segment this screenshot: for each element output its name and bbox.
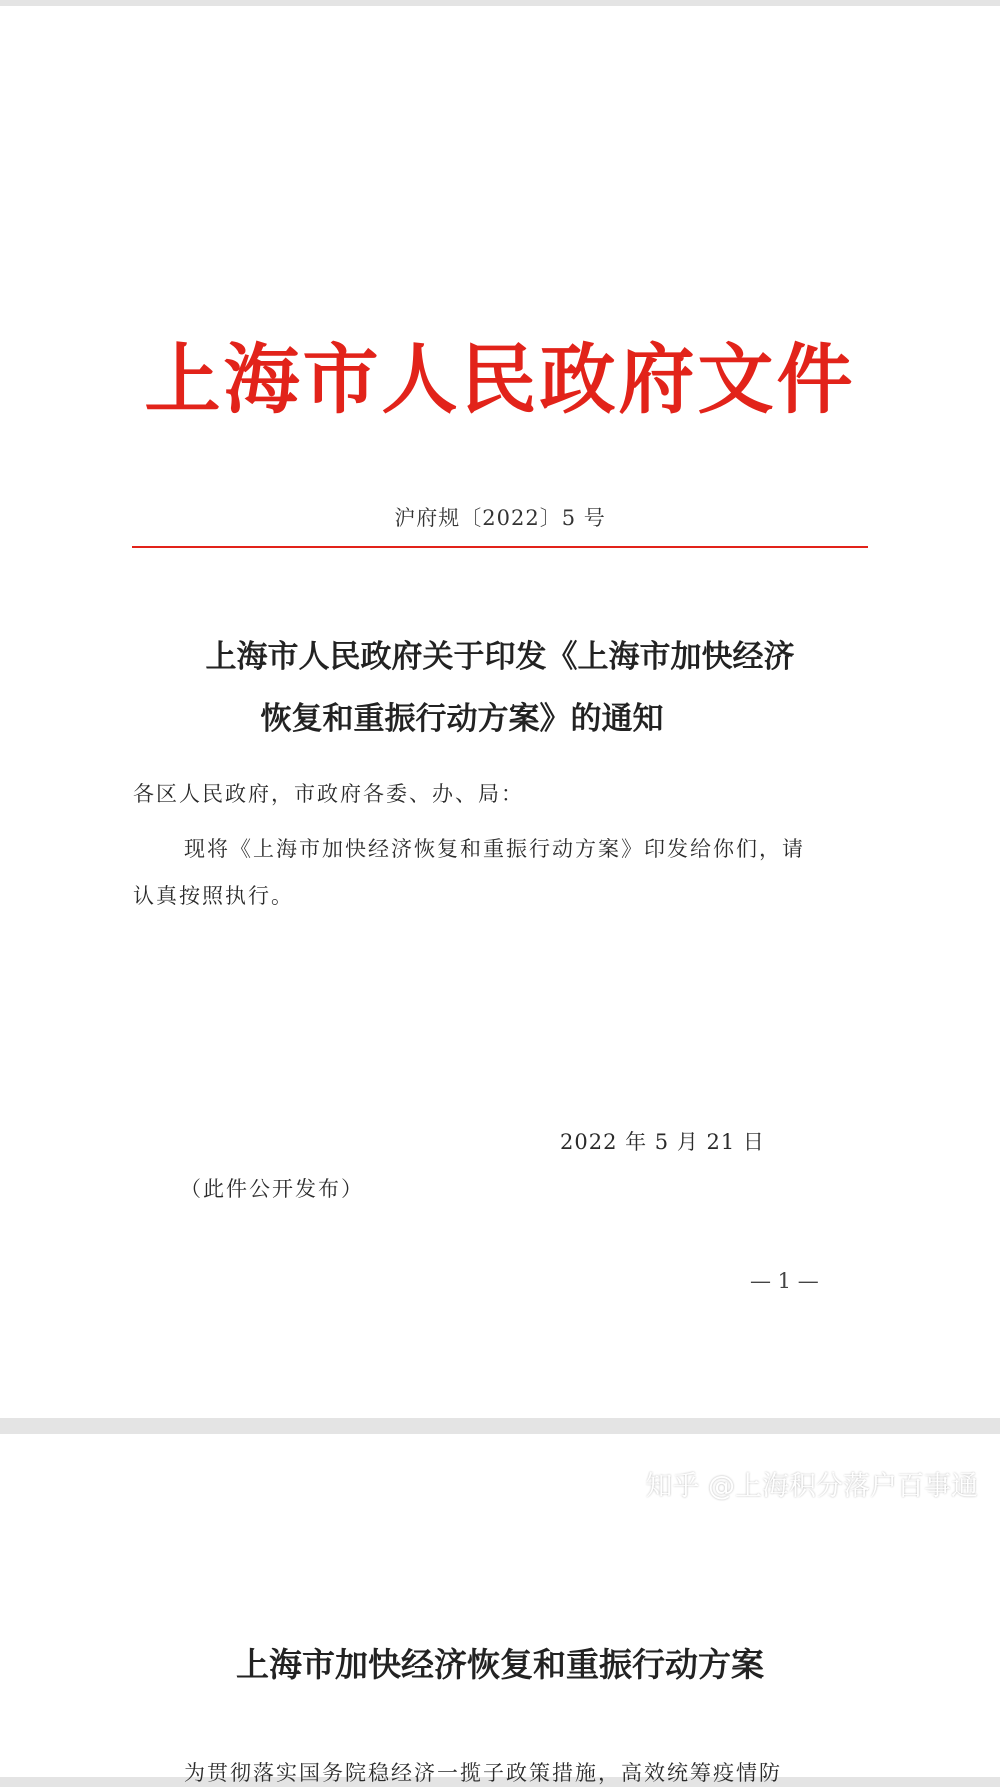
page-number: — 1 — <box>750 1269 819 1293</box>
notice-title-line-1: 上海市人民政府关于印发《上海市加快经济 <box>205 639 795 675</box>
public-release-note: （此件公开发布） <box>180 1177 364 1201</box>
document-page-1 <box>0 6 1000 1418</box>
document-number: 沪府规〔2022〕5 号 <box>394 506 606 530</box>
notice-title-line-2: 恢复和重振行动方案》的通知 <box>260 701 664 737</box>
issuer-title: 上海市人民政府文件 <box>144 335 856 424</box>
zhihu-watermark: 知乎 @上海积分落户百事通 <box>645 1471 978 1502</box>
addressee: 各区人民政府，市政府各委、办、局： <box>133 782 524 806</box>
plan-title: 上海市加快经济恢复和重振行动方案 <box>236 1645 764 1684</box>
issue-date: 2022 年 5 月 21 日 <box>560 1130 765 1154</box>
body-paragraph-line-1: 现将《上海市加快经济恢复和重振行动方案》印发给你们，请 <box>184 837 805 861</box>
body-paragraph-line-2: 认真按照执行。 <box>133 884 294 908</box>
red-separator-line <box>132 546 868 548</box>
plan-paragraph-start: 为贯彻落实国务院稳经济一揽子政策措施，高效统筹疫情防 <box>184 1761 782 1785</box>
